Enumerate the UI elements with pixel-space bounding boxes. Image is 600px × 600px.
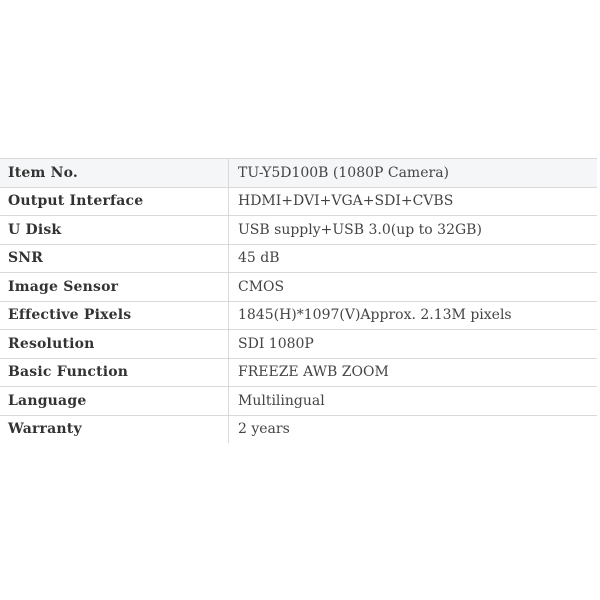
- spec-value: 1845(H)*1097(V)Approx. 2.13M pixels: [228, 302, 597, 330]
- spec-value: SDI 1080P: [228, 330, 597, 358]
- spec-label: Output Interface: [8, 193, 144, 210]
- table-row: [0, 272, 597, 301]
- table-row: [0, 358, 597, 387]
- table-row: [0, 386, 597, 415]
- spec-value: 2 years: [228, 416, 597, 444]
- spec-value: HDMI+DVI+VGA+SDI+CVBS: [228, 188, 597, 216]
- spec-value: Multilingual: [228, 387, 597, 415]
- spec-value: USB supply+USB 3.0(up to 32GB): [228, 216, 597, 244]
- table-row: [0, 301, 597, 330]
- table-row: [0, 329, 597, 358]
- spec-label: SNR: [8, 250, 44, 267]
- spec-label: Item No.: [8, 164, 78, 181]
- spec-label: Basic Function: [8, 364, 129, 381]
- table-row: [0, 244, 597, 273]
- spec-label: Warranty: [8, 421, 82, 438]
- spec-value: CMOS: [228, 273, 597, 301]
- spec-label: Resolution: [8, 335, 95, 352]
- spec-table: [0, 158, 597, 443]
- table-row: [0, 215, 597, 244]
- table-row: [0, 187, 597, 216]
- table-row: [0, 415, 597, 444]
- spec-value: FREEZE AWB ZOOM: [228, 359, 597, 387]
- spec-label: Effective Pixels: [8, 307, 132, 324]
- spec-label: U Disk: [8, 221, 62, 238]
- table-row: [0, 158, 597, 187]
- spec-value: TU-Y5D100B (1080P Camera): [228, 159, 597, 187]
- spec-label: Language: [8, 392, 87, 409]
- spec-value: 45 dB: [228, 245, 597, 273]
- spec-label: Image Sensor: [8, 278, 119, 295]
